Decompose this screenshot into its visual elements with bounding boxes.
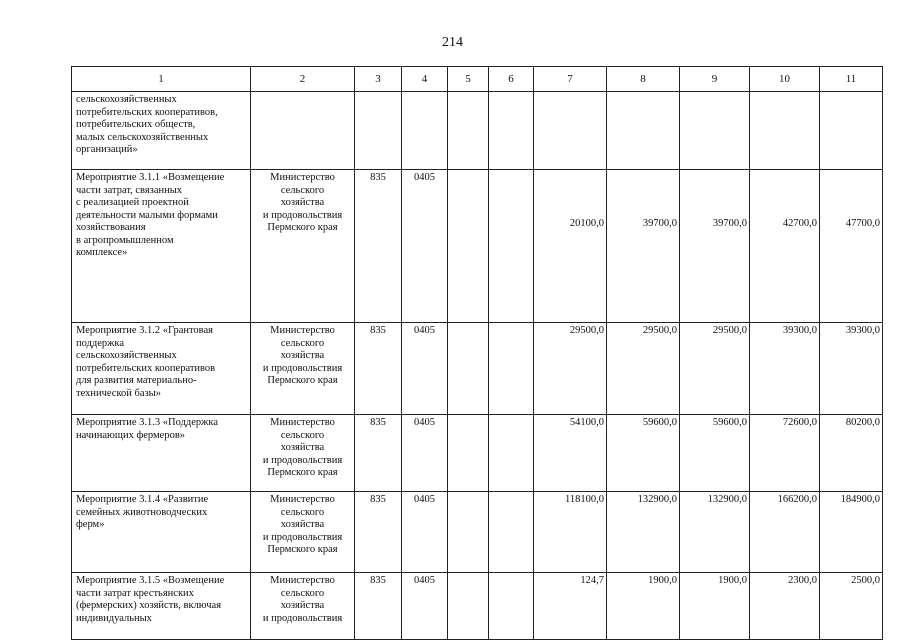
value-cell-11 bbox=[820, 92, 883, 170]
value-cell-7: 118100,0 bbox=[534, 492, 607, 573]
activity-name-cell bbox=[72, 323, 251, 415]
code-cell-5 bbox=[448, 170, 489, 323]
column-header: 8 bbox=[607, 67, 680, 92]
column-header: 9 bbox=[680, 67, 750, 92]
code-cell-4: 0405 bbox=[402, 573, 448, 640]
column-header: 5 bbox=[448, 67, 489, 92]
column-header: 10 bbox=[750, 67, 820, 92]
code-cell-5 bbox=[448, 573, 489, 640]
column-header: 3 bbox=[355, 67, 402, 92]
value-cell-8: 39700,0 bbox=[607, 170, 680, 323]
code-cell-4: 0405 bbox=[402, 323, 448, 415]
organization-name: Министерство сельского хозяйства и продовольствия Пермского края bbox=[262, 417, 343, 478]
activity-name-cell bbox=[72, 170, 251, 323]
value-cell-11: 80200,0 bbox=[820, 415, 883, 492]
value-cell-7: 20100,0 bbox=[534, 170, 607, 323]
activity-name-cell bbox=[72, 573, 251, 640]
budget-table bbox=[71, 66, 883, 640]
code-cell-3: 835 bbox=[355, 492, 402, 573]
code-cell-6 bbox=[489, 170, 534, 323]
column-header: 6 bbox=[489, 67, 534, 92]
organization-cell bbox=[251, 323, 355, 415]
activity-name: Мероприятие 3.1.3 «Поддержка начинающих фермеров» bbox=[76, 417, 219, 441]
value-cell-10: 72600,0 bbox=[750, 415, 820, 492]
code-cell-5 bbox=[448, 323, 489, 415]
organization-name: Министерство сельского хозяйства и продовольствия Пермского края bbox=[262, 172, 343, 233]
organization-cell bbox=[251, 492, 355, 573]
table-row bbox=[72, 492, 883, 573]
value-cell-9: 132900,0 bbox=[680, 492, 750, 573]
activity-name: сельскохозяйственных потребительских кооперативов, потребительских обществ, малых сельскохозяйственных организаций» bbox=[76, 94, 218, 155]
column-header: 2 bbox=[251, 67, 355, 92]
table-row bbox=[72, 323, 883, 415]
table-row bbox=[72, 92, 883, 170]
value-cell-11: 184900,0 bbox=[820, 492, 883, 573]
value-cell-10 bbox=[750, 92, 820, 170]
activity-name: Мероприятие 3.1.5 «Возмещение части затрат крестьянских (фермерских) хозяйств, включая индивидуальных bbox=[76, 575, 225, 624]
value-cell-8: 132900,0 bbox=[607, 492, 680, 573]
value-cell-9: 29500,0 bbox=[680, 323, 750, 415]
activity-name-cell bbox=[72, 92, 251, 170]
value-cell-7: 124,7 bbox=[534, 573, 607, 640]
value-cell-11: 47700,0 bbox=[820, 170, 883, 323]
value-cell-7: 29500,0 bbox=[534, 323, 607, 415]
code-cell-4: 0405 bbox=[402, 170, 448, 323]
code-cell-3 bbox=[355, 92, 402, 170]
activity-name: Мероприятие 3.1.2 «Грантовая поддержка сельскохозяйственных потребительских кооперативов для развития материально- технической базы» bbox=[76, 325, 216, 399]
code-cell-3: 835 bbox=[355, 415, 402, 492]
activity-name-cell bbox=[72, 492, 251, 573]
value-cell-8: 59600,0 bbox=[607, 415, 680, 492]
code-cell-3: 835 bbox=[355, 573, 402, 640]
organization-cell bbox=[251, 573, 355, 640]
value-cell-9: 1900,0 bbox=[680, 573, 750, 640]
code-cell-6 bbox=[489, 573, 534, 640]
value-cell-7: 54100,0 bbox=[534, 415, 607, 492]
value-cell-9 bbox=[680, 92, 750, 170]
value-cell-10: 39300,0 bbox=[750, 323, 820, 415]
code-cell-6 bbox=[489, 323, 534, 415]
value-cell-8 bbox=[607, 92, 680, 170]
value-cell-8: 29500,0 bbox=[607, 323, 680, 415]
code-cell-6 bbox=[489, 415, 534, 492]
activity-name: Мероприятие 3.1.4 «Развитие семейных животноводческих ферм» bbox=[76, 494, 209, 530]
organization-name: Министерство сельского хозяйства и продовольствия Пермского края bbox=[262, 494, 343, 555]
value-cell-11: 2500,0 bbox=[820, 573, 883, 640]
code-cell-4: 0405 bbox=[402, 492, 448, 573]
code-cell-5 bbox=[448, 92, 489, 170]
value-cell-10: 166200,0 bbox=[750, 492, 820, 573]
table-row bbox=[72, 573, 883, 640]
column-header: 11 bbox=[820, 67, 883, 92]
value-cell-9: 39700,0 bbox=[680, 170, 750, 323]
code-cell-4 bbox=[402, 92, 448, 170]
value-cell-8: 1900,0 bbox=[607, 573, 680, 640]
column-header: 7 bbox=[534, 67, 607, 92]
activity-name-cell bbox=[72, 415, 251, 492]
organization-name: Министерство сельского хозяйства и продовольствия bbox=[262, 575, 343, 624]
organization-cell bbox=[251, 92, 355, 170]
column-header: 4 bbox=[402, 67, 448, 92]
value-cell-7 bbox=[534, 92, 607, 170]
table-row bbox=[72, 415, 883, 492]
organization-cell bbox=[251, 415, 355, 492]
table-header-row bbox=[72, 67, 883, 92]
code-cell-3: 835 bbox=[355, 170, 402, 323]
value-cell-10: 2300,0 bbox=[750, 573, 820, 640]
organization-cell bbox=[251, 170, 355, 323]
code-cell-6 bbox=[489, 492, 534, 573]
code-cell-5 bbox=[448, 492, 489, 573]
table-row bbox=[72, 170, 883, 323]
organization-name: Министерство сельского хозяйства и продовольствия Пермского края bbox=[262, 325, 343, 386]
value-cell-11: 39300,0 bbox=[820, 323, 883, 415]
value-cell-9: 59600,0 bbox=[680, 415, 750, 492]
code-cell-5 bbox=[448, 415, 489, 492]
code-cell-6 bbox=[489, 92, 534, 170]
code-cell-3: 835 bbox=[355, 323, 402, 415]
column-header: 1 bbox=[72, 67, 251, 92]
activity-name: Мероприятие 3.1.1 «Возмещение части затрат, связанных с реализацией проектной деятельности малыми формами хозяйствования в агропромышленном комплексе» bbox=[76, 172, 225, 258]
value-cell-10: 42700,0 bbox=[750, 170, 820, 323]
code-cell-4: 0405 bbox=[402, 415, 448, 492]
page-number: 214 bbox=[442, 35, 463, 50]
